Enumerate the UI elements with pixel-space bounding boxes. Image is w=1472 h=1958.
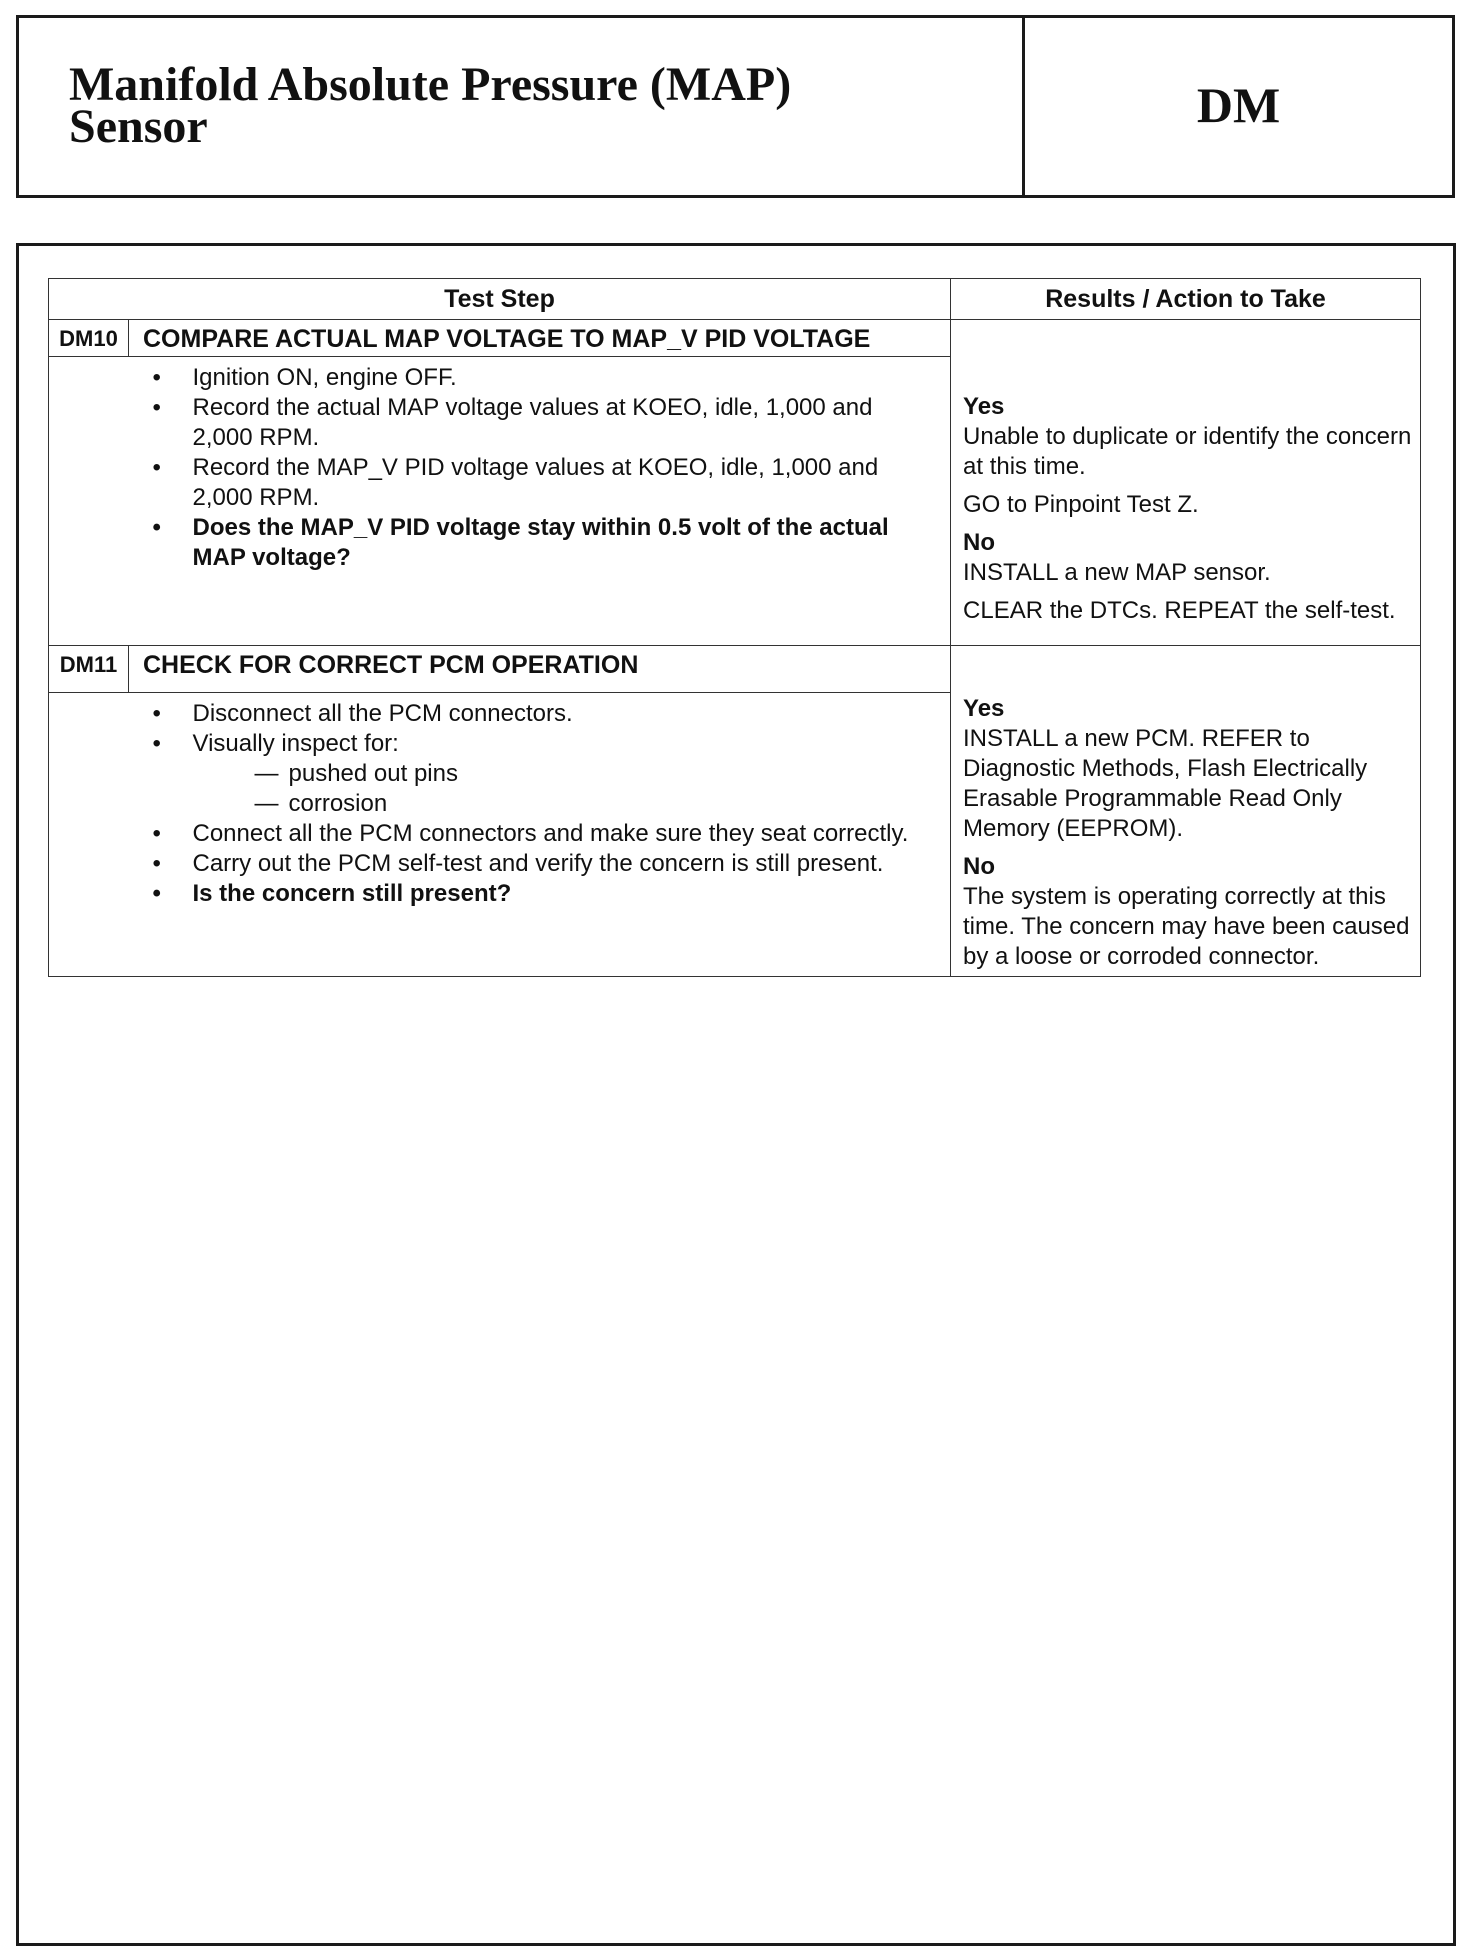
column-header-test-step: Test Step [49,279,951,320]
list-item-question: • Is the concern still present? [193,879,937,909]
step-title: CHECK FOR CORRECT PCM OPERATION [129,646,951,693]
list-item: • Disconnect all the PCM connectors. [193,699,937,729]
step-bullet-list [129,699,937,909]
step-body [129,357,951,646]
step-id-spacer [49,693,129,977]
list-item-text: Visually inspect for: [192,730,399,758]
sub-list-item: — corrosion [257,789,937,819]
yes-text: INSTALL a new PCM. REFER to Diagnostic Methods, Flash Electrically Erasable Programmable Read Only Memory (EEPROM). [963,725,1368,842]
page-header [16,15,1455,198]
sub-list-item: — pushed out pins [257,759,937,789]
list-item: • Record the MAP_V PID voltage values at KOEO, idle, 1,000 and 2,000 RPM. [193,453,937,513]
list-item [193,729,937,819]
no-text: INSTALL a new MAP sensor. [963,559,1271,586]
list-item: • Record the actual MAP voltage values at KOEO, idle, 1,000 and 2,000 RPM. [193,393,937,453]
step-id: DM10 [49,320,129,357]
sub-list [193,759,937,819]
step-results [951,320,1421,646]
step-id-spacer [49,357,129,646]
step-title-row [49,646,1421,693]
no-action: CLEAR the DTCs. REPEAT the self-test. [963,597,1396,624]
step-results [951,646,1421,977]
yes-label: Yes [963,695,1005,722]
list-item: • Ignition ON, engine OFF. [193,363,937,393]
list-item-question: • Does the MAP_V PID voltage stay within 0.5 volt of the actual MAP voltage? [193,513,937,573]
step-title: COMPARE ACTUAL MAP VOLTAGE TO MAP_V PID VOLTAGE [129,320,951,357]
section-code: DM [1196,76,1281,133]
column-header-results: Results / Action to Take [951,279,1421,320]
page-title-line2: Sensor [69,100,208,153]
list-item: • Connect all the PCM connectors and make sure they seat correctly. [193,819,937,849]
page-title [69,58,969,153]
step-body [129,693,951,977]
step-id: DM11 [49,646,129,693]
no-label: No [963,853,996,880]
yes-label: Yes [963,393,1005,420]
step-title-row [49,320,1421,357]
no-text: The system is operating correctly at this time. The concern may have been caused by a loose or corroded connector. [963,883,1410,970]
no-label: No [963,529,996,556]
page-title-line1: Manifold Absolute Pressure (MAP) [69,58,792,111]
test-step-table [48,278,1421,977]
list-item: • Carry out the PCM self-test and verify the concern is still present. [193,849,937,879]
table-header-row [49,279,1421,320]
yes-action: GO to Pinpoint Test Z. [963,491,1199,518]
yes-text: Unable to duplicate or identify the concern at this time. [963,423,1412,480]
step-bullet-list [129,363,937,573]
